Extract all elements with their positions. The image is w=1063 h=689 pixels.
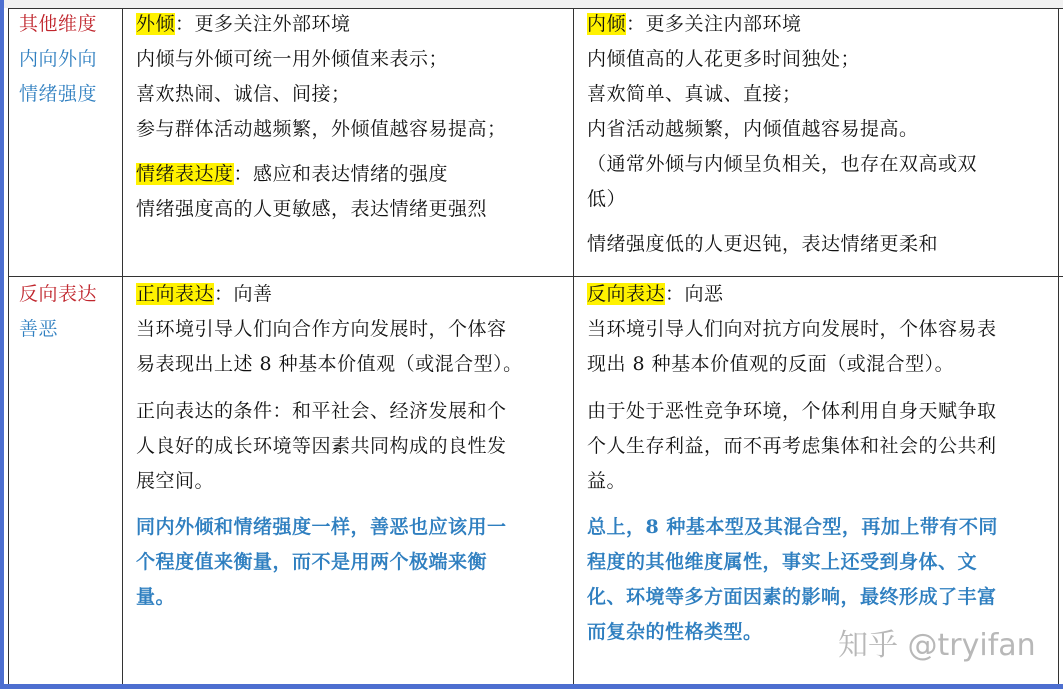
label-good-evil: 善恶 (19, 318, 59, 340)
blue-note-line: 量。 (136, 586, 176, 608)
extrovert-heading (136, 12, 351, 36)
emotion-expression-heading-rest: ：感应和表达情绪的强度 (233, 163, 449, 185)
text-line: 内倾与外倾可统一用外倾值来表示； (136, 48, 449, 70)
label-reverse-expression: 反向表达 (19, 283, 98, 305)
negative-heading-rest: ：向恶 (665, 283, 724, 305)
text-line: 喜欢热闹、诚信、间接； (136, 83, 351, 105)
introvert-heading-rest: ：更多关注内部环境 (626, 13, 802, 35)
negative-heading (587, 282, 724, 306)
text-line: （通常外倾与内倾呈负相关，也存在双高或双 (587, 153, 978, 175)
text-line: 现出 8 种基本价值观的反面（或混合型）。 (587, 353, 955, 375)
text-line: 情绪强度低的人更迟钝，表达情绪更柔和 (587, 233, 939, 255)
top-strip (0, 0, 1063, 8)
positive-heading (136, 282, 273, 306)
text-line: 展空间。 (136, 470, 215, 492)
grid-line-col2 (573, 8, 574, 684)
grid-line-col1 (122, 8, 123, 684)
left-border (0, 0, 4, 689)
positive-highlight: 正向表达 (136, 283, 215, 305)
introvert-heading (587, 12, 802, 36)
blue-note-line: 而复杂的性格类型。 (587, 621, 763, 643)
text-line: 由于处于恶性竞争环境，个体利用自身天赋争取 (587, 400, 997, 422)
bottom-border (0, 684, 1063, 689)
text-line: 易表现出上述 8 种基本价值观（或混合型）。 (136, 353, 523, 375)
extrovert-highlight: 外倾 (136, 13, 176, 35)
text-line: 正向表达的条件：和平社会、经济发展和个 (136, 400, 507, 422)
grid-line-top (8, 8, 1063, 9)
grid-line-right (1058, 8, 1059, 684)
extrovert-heading-rest: ：更多关注外部环境 (175, 13, 351, 35)
blue-note-line: 个程度值来衡量，而不是用两个极端来衡 (136, 551, 488, 573)
emotion-expression-heading (136, 162, 448, 186)
introvert-highlight: 内倾 (587, 13, 627, 35)
text-line: 低） (587, 188, 627, 210)
label-introvert-extrovert: 内向外向 (19, 48, 98, 70)
text-line: 喜欢简单、真诚、直接； (587, 83, 802, 105)
label-emotional-intensity: 情绪强度 (19, 83, 98, 105)
positive-heading-rest: ：向善 (214, 283, 273, 305)
zhihu-watermark: 知乎 @tryifan (838, 628, 1036, 663)
text-line: 当环境引导人们向对抗方向发展时，个体容易表 (587, 318, 997, 340)
blue-note-line: 化、环境等多方面因素的影响，最终形成了丰富 (587, 586, 997, 608)
text-line: 情绪强度高的人更敏感，表达情绪更强烈 (136, 198, 488, 220)
text-line: 人良好的成长环境等因素共同构成的良性发 (136, 435, 507, 457)
text-line: 当环境引导人们向合作方向发展时，个体容 (136, 318, 507, 340)
blue-note-line: 程度的其他维度属性，事实上还受到身体、文 (587, 551, 978, 573)
blue-note-line: 同内外倾和情绪强度一样，善恶也应该用一 (136, 516, 507, 538)
text-line: 内省活动越频繁，内倾值越容易提高。 (587, 118, 919, 140)
emotion-expression-highlight: 情绪表达度 (136, 163, 234, 185)
text-line: 内倾值高的人花更多时间独处； (587, 48, 861, 70)
negative-highlight: 反向表达 (587, 283, 666, 305)
label-other-dimensions: 其他维度 (19, 13, 98, 35)
text-line: 个人生存利益，而不再考虑集体和社会的公共利 (587, 435, 997, 457)
grid-line-middle (8, 276, 1063, 277)
text-line: 益。 (587, 470, 627, 492)
text-line: 参与群体活动越频繁，外倾值越容易提高； (136, 118, 507, 140)
grid-line-left (8, 8, 9, 684)
blue-note-line: 总上，8 种基本型及其混合型，再加上带有不同 (587, 516, 998, 538)
